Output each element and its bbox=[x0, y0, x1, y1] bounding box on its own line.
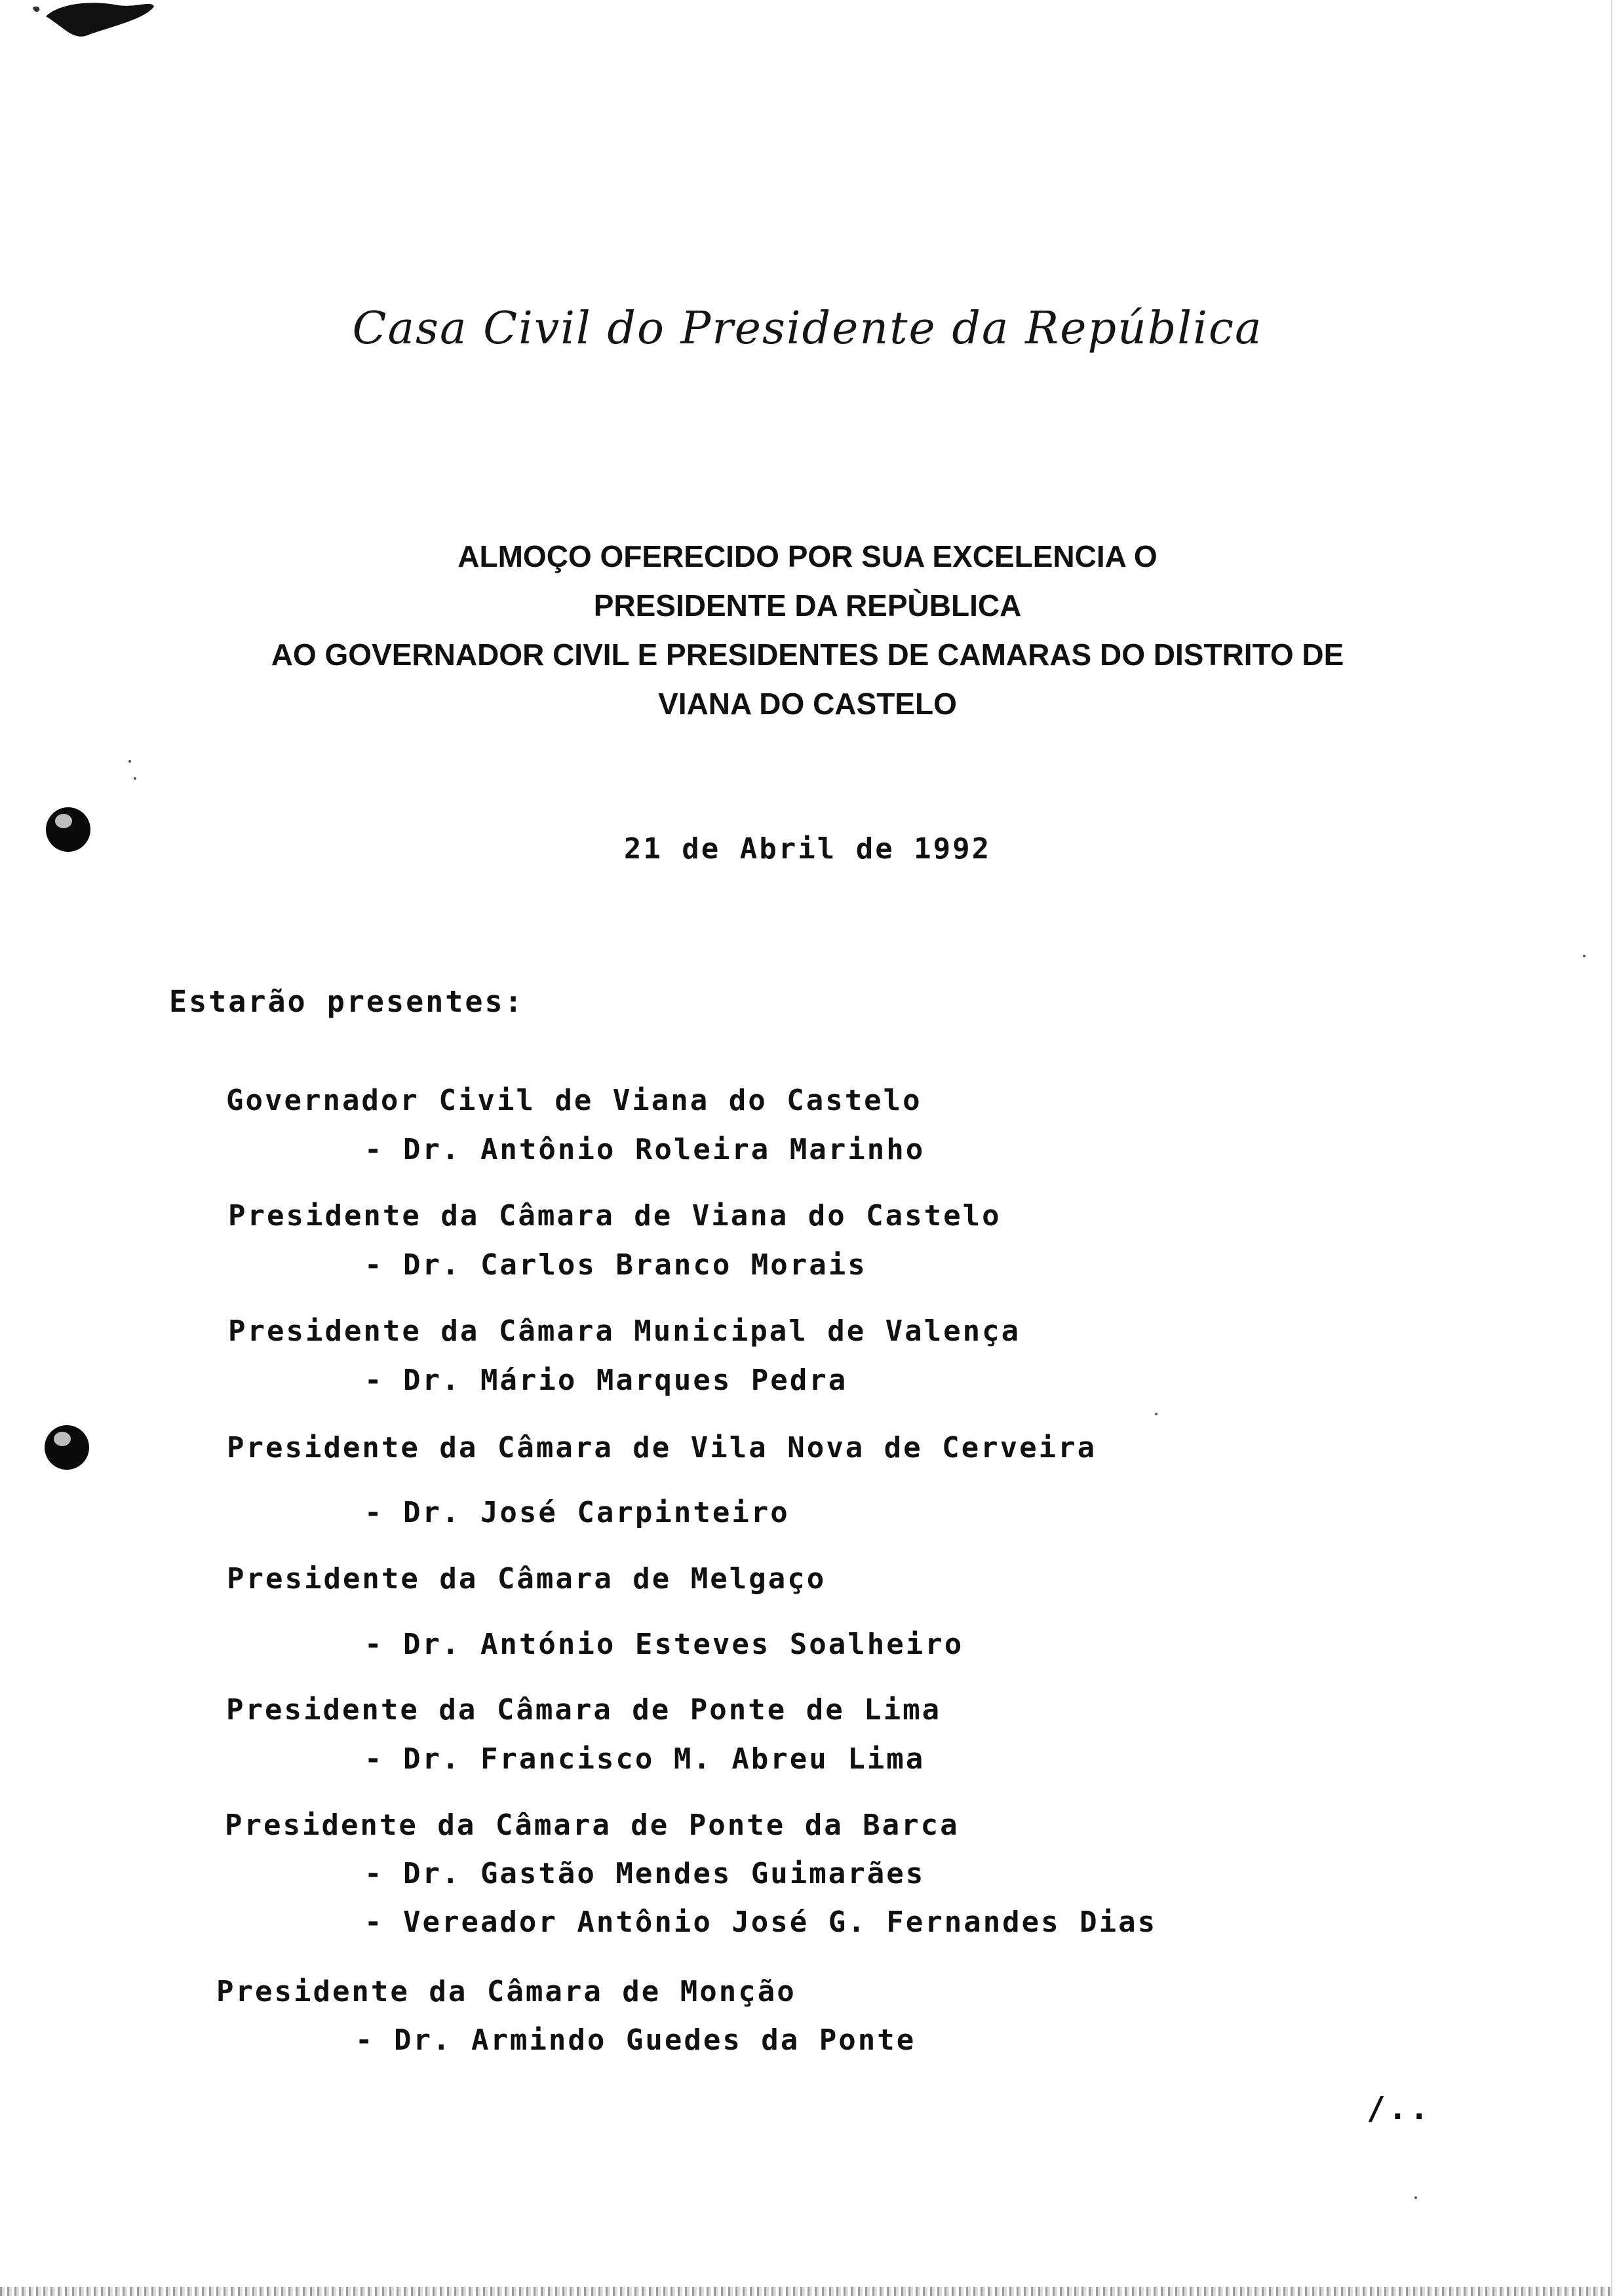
letterhead: Casa Civil do Presidente da República bbox=[352, 303, 1263, 354]
attendee-office: Presidente da Câmara Municipal de Valença bbox=[228, 1314, 1021, 1348]
speck bbox=[1583, 955, 1586, 957]
attendee-name: - Dr. Carlos Branco Morais bbox=[364, 1248, 867, 1282]
document-title bbox=[0, 532, 1615, 729]
speck bbox=[1155, 1413, 1158, 1415]
attendee-name: - Dr. José Carpinteiro bbox=[364, 1496, 790, 1529]
scan-edge bbox=[0, 2287, 1615, 2296]
title-line-1: ALMOÇO OFERECIDO POR SUA EXCELENCIA O bbox=[457, 539, 1158, 573]
attendee-office: Presidente da Câmara de Melgaço bbox=[227, 1562, 827, 1596]
punch-hole bbox=[46, 807, 90, 852]
attendee-office: Presidente da Câmara de Monção bbox=[216, 1975, 796, 2008]
speck bbox=[1414, 2196, 1417, 2199]
attendee-name: - Dr. Gastão Mendes Guimarães bbox=[364, 1857, 925, 1890]
attendee-name: - Dr. Armindo Guedes da Ponte bbox=[355, 2023, 916, 2057]
attendee-name: - Dr. António Esteves Soalheiro bbox=[364, 1628, 964, 1661]
attendee-office: Governador Civil de Viana do Castelo bbox=[226, 1084, 922, 1117]
punch-hole bbox=[45, 1425, 89, 1470]
attendee-name: - Dr. Mário Marques Pedra bbox=[364, 1364, 848, 1397]
title-line-4: VIANA DO CASTELO bbox=[658, 687, 957, 721]
speck bbox=[134, 777, 136, 780]
attendee-office: Presidente da Câmara de Ponte da Barca bbox=[225, 1808, 960, 1842]
attendee-name: - Vereador Antônio José G. Fernandes Dias bbox=[364, 1905, 1158, 1939]
attendee-office: Presidente da Câmara de Viana do Castelo bbox=[228, 1199, 1002, 1233]
speck bbox=[128, 760, 131, 763]
document-date: 21 de Abril de 1992 bbox=[623, 832, 992, 866]
attendee-name: - Dr. Antônio Roleira Marinho bbox=[364, 1133, 925, 1166]
continuation-mark: /.. bbox=[1367, 2090, 1431, 2127]
attendee-office: Presidente da Câmara de Ponte de Lima bbox=[226, 1693, 942, 1727]
attendee-office: Presidente da Câmara de Vila Nova de Cerveira bbox=[227, 1431, 1097, 1464]
attendee-name: - Dr. Francisco M. Abreu Lima bbox=[364, 1742, 925, 1776]
ink-blot bbox=[33, 0, 154, 39]
title-line-2: PRESIDENTE DA REPÙBLICA bbox=[593, 588, 1022, 622]
attendees-intro: Estarão presentes: bbox=[169, 984, 524, 1019]
title-line-3: AO GOVERNADOR CIVIL E PRESIDENTES DE CAMARAS DO DISTRITO DE bbox=[271, 638, 1344, 672]
